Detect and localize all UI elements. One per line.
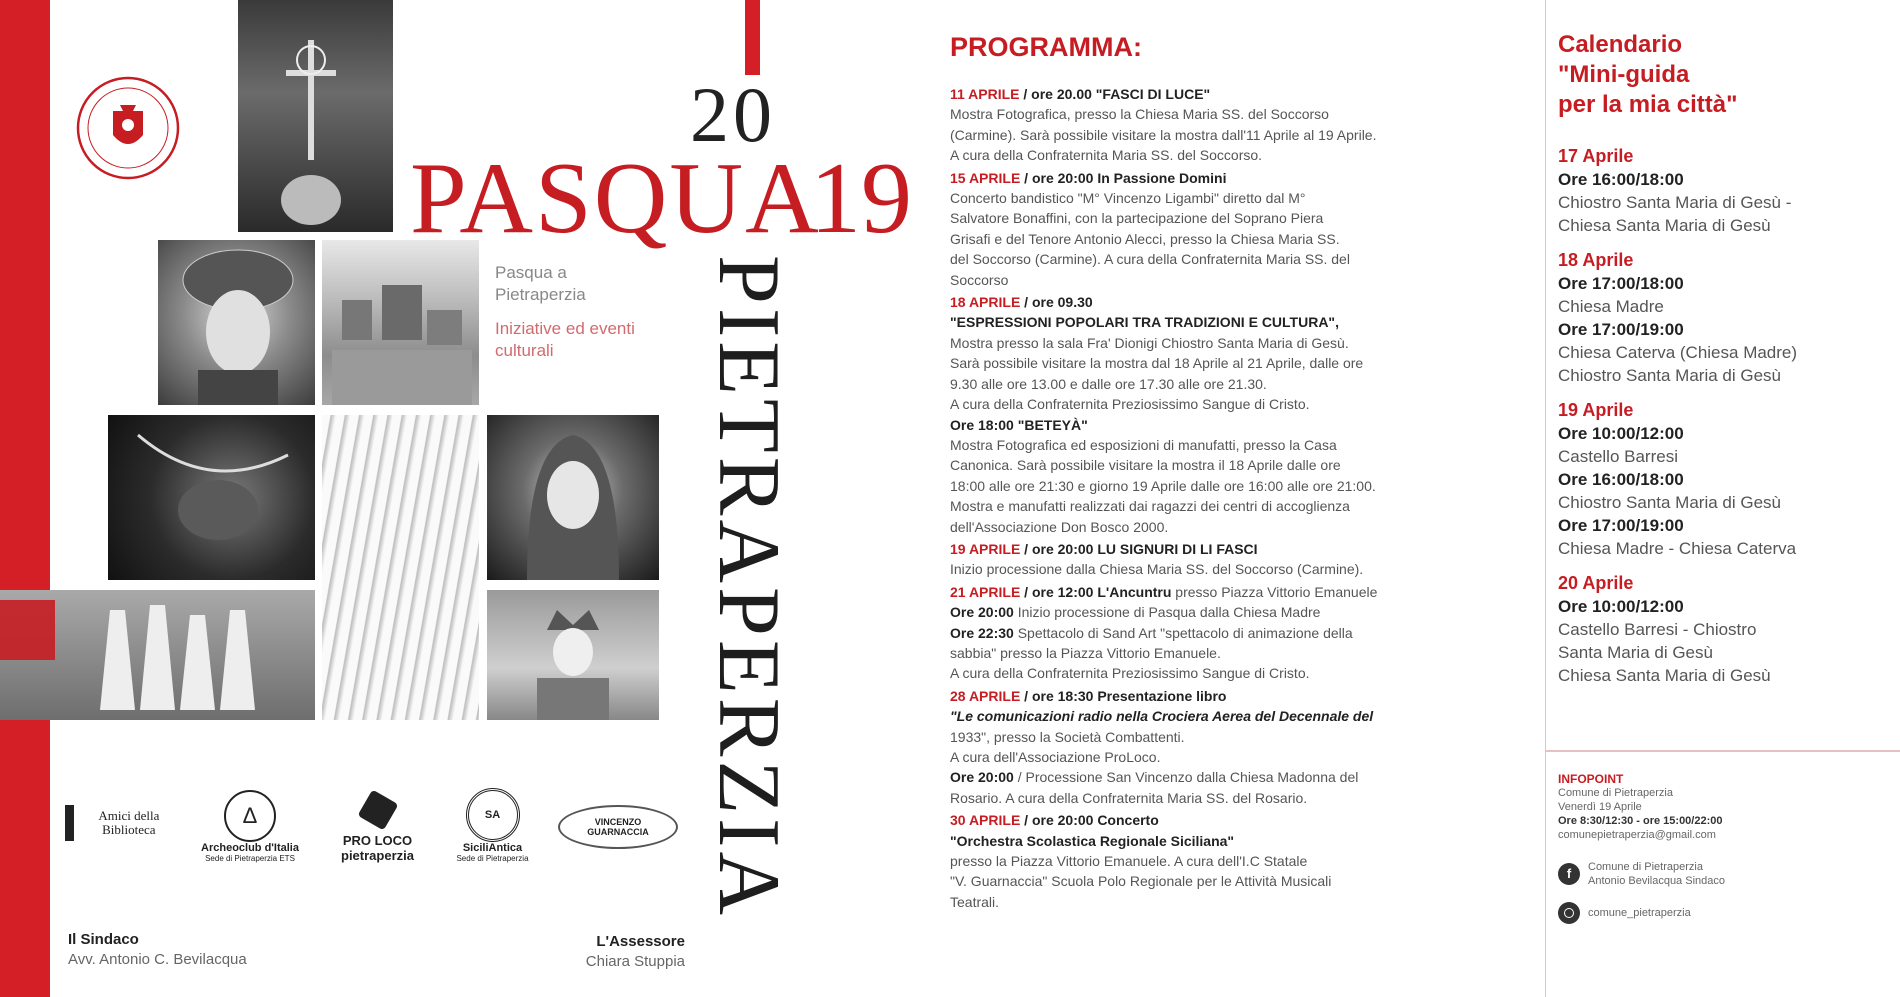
infopoint-hours: Ore 8:30/12:30 - ore 15:00/22:00 [1558,815,1723,827]
event-date: 28 APRILE [950,687,1021,704]
photo-light-beams [322,415,479,720]
calendar-time: Ore 10:00/12:00 [1558,424,1684,443]
calendar-place: Chiesa Santa Maria di Gesù [1558,216,1771,235]
logo-siciliantica-text: SiciliAntica [462,842,523,854]
intro-subtitle [495,318,635,362]
intro-line-1: Pasqua a [495,263,567,282]
event-line: Mostra e manufatti realizzati dai ragazzi dei centri di accoglienza [950,498,1350,515]
calendar-day-18 [1558,249,1888,387]
mayor-signature [68,930,247,970]
title-city-text: PIETRAPERZIA [700,255,797,919]
event-head: / ore 20.00 "FASCI DI LUCE" [1019,86,1211,102]
calendar-place: Chiesa Caterva (Chiesa Madre) [1558,343,1798,362]
title-year-19: 19 [810,142,912,255]
intro-title [495,262,586,306]
calendar-place: Chiostro Santa Maria di Gesù [1558,493,1781,512]
photo-crowned-madonna [487,590,659,720]
intro-line-4: culturali [495,341,554,360]
instagram-icon [1558,902,1580,924]
event-line: Soccorso [950,271,1009,288]
calendar-title-line: "Mini-guida [1558,61,1690,88]
logo-archeoclub [190,790,310,863]
photo-town-view [322,240,479,405]
archeoclub-icon: Δ [224,790,276,842]
event-line: Mostra presso la sala Fra' Dionigi Chiostro Santa Maria di Gesù. [950,334,1349,351]
event-date: 11 APRILE [950,86,1020,102]
event-line: (Carmine). Sarà possibile visitare la mostra dall'11 Aprile al 19 Aprile. [950,126,1377,143]
event-21-april [950,582,1530,684]
calendar-day-19 [1558,399,1888,560]
calendar-time: Ore 17:00/19:00 [1558,320,1684,339]
calendar-place: Chiostro Santa Maria di Gesù [1558,366,1781,385]
event-line: A cura dell'Associazione ProLoco. [950,749,1161,765]
event-line: "ESPRESSIONI POPOLARI TRA TRADIZIONI E CULTURA", [950,314,1339,331]
calendar-place: Castello Barresi [1558,447,1678,466]
event-header [950,168,1530,188]
event-header [950,810,1530,830]
event-line: presso la Piazza Vittorio Emanuele. A cura dell'I.C Statale [950,853,1308,870]
calendar-place: Chiesa Santa Maria di Gesù [1558,666,1771,685]
event-line: 9.30 alle ore 13.00 e dalle ore 17.30 alle ore 21.30. [950,375,1267,392]
calendar-place: Chiesa Madre - Chiesa Caterva [1558,539,1797,558]
calendar-day-label: 19 Aprile [1558,400,1634,420]
event-line: Mostra Fotografica, presso la Chiesa Maria SS. del Soccorso [950,106,1329,123]
facebook-icon: f [1558,863,1580,885]
event-line: "Orchestra Scolastica Regionale Siciliana" [950,832,1235,849]
event-date: 18 APRILE [950,294,1021,311]
logo-amici-biblioteca [65,805,180,841]
event-line: Inizio processione di Pasqua dalla Chiesa Madre [1013,604,1321,621]
event-19-april [950,539,1530,580]
program-list [950,84,1530,914]
mayor-role: Il Sindaco [68,931,139,948]
event-header [950,84,1530,104]
event-line: "Le comunicazioni radio nella Crociera Aerea del Decennale del [950,708,1374,725]
event-line: Concerto bandistico "M° Vincenzo Ligambi" diretto dal M° [950,190,1306,207]
event-head-tail: presso Piazza Vittorio Emanuele [1171,583,1378,600]
event-30-april [950,810,1530,912]
event-11-april [950,84,1530,166]
calendar-time: Ore 16:00/18:00 [1558,170,1684,189]
left-red-bar [0,0,50,997]
calendar-separator [1545,750,1900,752]
calendar-place: Santa Maria di Gesù [1558,643,1713,662]
top-red-accent [745,0,760,75]
logo-vincenzo-guarnaccia [558,805,678,849]
photo-dark-procession [108,415,315,580]
event-date: 15 APRILE [950,169,1021,186]
event-head: / ore 20:00 LU SIGNURI DI LI FASCI [1020,540,1258,557]
municipal-emblem [75,75,181,181]
calendar-place: Chiostro Santa Maria di Gesù - [1558,193,1792,212]
logo-amici-text: Amici della Biblioteca [98,808,160,837]
intro-line-3: Iniziative ed eventi [495,319,635,338]
logo-guarnaccia-text: VINCENZO GUARNACCIA [558,805,678,849]
calendar-day-label: 18 Aprile [1558,250,1634,270]
calendar-day-17 [1558,145,1888,237]
assessor-name: Chiara Stuppia [585,953,685,970]
program-title: PROGRAMMA: [950,32,1142,62]
event-line: 18:00 alle ore 21:30 e giorno 19 Aprile dalle ore 16:00 alle ore 21:00. [950,477,1376,494]
event-head: / ore 20:00 Concerto [1020,812,1159,829]
logo-siciliantica-sub: Sede di Pietraperzia [456,854,529,863]
event-line: A cura della Confraternita Maria SS. del Soccorso. [950,147,1263,164]
facebook-sub: Antonio Bevilacqua Sindaco [1588,875,1725,887]
event-header [950,582,1530,602]
event-time: Ore 20:00 [950,769,1014,786]
event-line: 1933", presso la Società Combattenti. [950,728,1185,745]
event-head: / ore 18:30 Presentazione libro [1020,687,1227,704]
event-header [950,292,1530,312]
mayor-name: Avv. Antonio C. Bevilacqua [68,951,247,968]
event-line: A cura della Confraternita Preziosissimo Sangue di Cristo. [950,396,1310,413]
assessor-signature [555,932,685,972]
event-header [950,686,1530,706]
event-line: del Soccorso (Carmine). A cura della Confraternita Maria SS. del [950,251,1350,268]
photo-hooded-procession [0,590,315,720]
event-time: Ore 20:00 [950,604,1014,621]
event-28-april [950,686,1530,808]
calendar-time: Ore 10:00/12:00 [1558,597,1684,616]
event-line: Ore 18:00 "BETEYÀ" [950,416,1088,433]
photo-crucifix-statue [238,0,393,232]
infopoint-email[interactable]: comunepietraperzia@gmail.com [1558,829,1716,841]
infopoint [1558,772,1878,924]
facebook-name: Comune di Pietraperzia [1588,861,1703,873]
calendar-day-20 [1558,572,1888,687]
event-header [950,539,1530,559]
calendar-day-label: 20 Aprile [1558,573,1634,593]
event-line: "V. Guarnaccia" Scuola Polo Regionale per le Attività Musicali [950,873,1332,890]
calendar-title-line: per la mia città" [1558,91,1738,118]
event-line: Inizio processione dalla Chiesa Maria SS. del Soccorso (Carmine). [950,561,1364,578]
assessor-role: L'Assessore [596,933,685,950]
photo-madonna [487,415,659,580]
calendar-title-line: Calendario [1558,31,1683,58]
infopoint-line: Venerdì 19 Aprile [1558,801,1642,813]
event-line: A cura della Confraternita Preziosissimo Sangue di Cristo. [950,665,1310,682]
event-line: Spettacolo di Sand Art "spettacolo di animazione della [1013,624,1353,641]
calendar-day-label: 17 Aprile [1558,146,1634,166]
logo-siciliantica [440,788,545,863]
event-line: Rosario. A cura della Confraternita Maria SS. del Rosario. [950,789,1308,806]
facebook-link[interactable] [1558,860,1878,888]
intro-line-2: Pietraperzia [495,285,586,304]
event-line: sabbia" presso la Piazza Vittorio Emanuele. [950,644,1221,661]
calendar-time: Ore 16:00/18:00 [1558,470,1684,489]
event-time: Ore 22:30 [950,624,1014,641]
event-line: / Processione San Vincenzo dalla Chiesa Madonna del [1013,769,1359,786]
event-head: / ore 12:00 L'Ancuntru [1020,583,1172,600]
title-year-20: 20 [690,71,776,158]
calendar-place: Chiesa Madre [1558,297,1664,316]
infopoint-title: INFOPOINT [1558,772,1624,786]
event-line: Grisafi e del Tenore Antonio Alecci, presso la Chiesa Maria SS. [950,230,1340,247]
column-divider [1545,0,1546,997]
calendar-title [1558,30,1737,120]
calendar-place: Castello Barresi - Chiostro [1558,620,1757,639]
event-date: 19 APRILE [950,540,1021,557]
event-line: Teatrali. [950,893,1000,910]
event-date: 30 APRILE [950,812,1021,829]
logo-archeoclub-text: Archeoclub d'Italia [201,842,299,854]
event-15-april [950,168,1530,290]
title-city-vertical [694,255,814,975]
event-line: Sarà possibile visitare la mostra dal 18 Aprile al 21 Aprile, dalle ore [950,355,1364,372]
event-line: Salvatore Bonaffini, con la partecipazione del Soprano Piera [950,210,1324,227]
event-head: / ore 09.30 [1020,294,1093,311]
logo-archeoclub-sub: Sede di Pietraperzia ETS [205,854,295,863]
event-head: / ore 20:00 In Passione Domini [1020,169,1227,186]
event-line: Canonica. Sarà possibile visitare la mostra il 18 Aprile dalle ore [950,457,1341,474]
instagram-link[interactable] [1558,902,1878,924]
proloco-icon [357,790,398,831]
event-line: Mostra Fotografica ed esposizioni di manufatti, presso la Casa [950,436,1337,453]
instagram-handle: comune_pietraperzia [1588,907,1691,919]
logo-proloco-text: PRO LOCO pietraperzia [341,833,414,863]
calendar-time: Ore 17:00/19:00 [1558,516,1684,535]
event-date: 21 APRILE [950,583,1021,600]
event-line: dell'Associazione Don Bosco 2000. [950,518,1169,535]
photo-saint-bust [158,240,315,405]
siciliantica-icon: SA [466,788,520,842]
event-18-april [950,292,1530,537]
calendar-list [1558,145,1888,687]
logo-proloco [325,795,430,863]
calendar-time: Ore 17:00/18:00 [1558,274,1684,293]
infopoint-line: Comune di Pietraperzia [1558,787,1673,799]
title-pasqua: PASQUA [410,142,821,255]
